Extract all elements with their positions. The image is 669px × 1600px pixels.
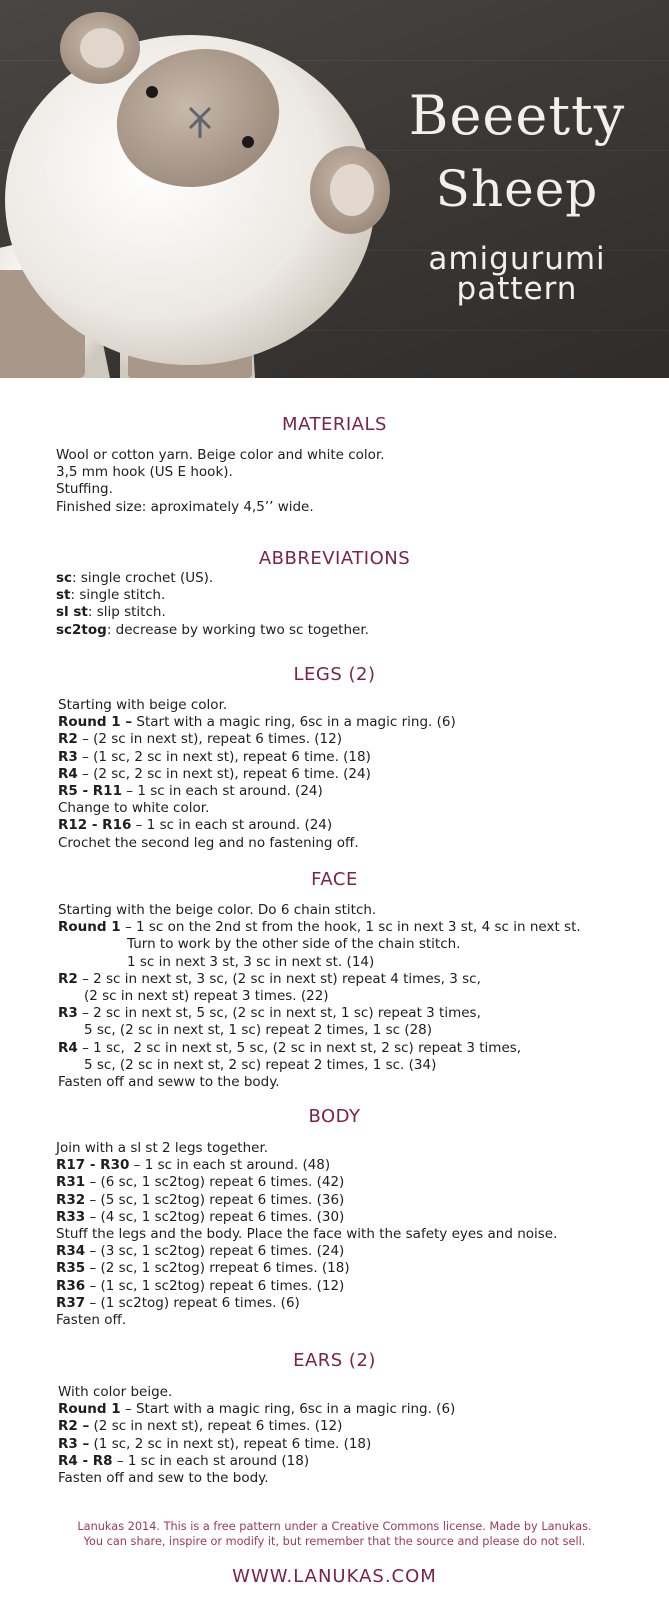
instruction-line [58, 1418, 455, 1435]
instruction-text: Fasten off and sew to the body. [58, 1470, 269, 1487]
round-label: R2 – [58, 1418, 90, 1435]
ears-instructions [58, 1384, 455, 1487]
instruction-line [56, 1192, 557, 1209]
instruction-line [56, 604, 369, 621]
instruction-text: – 1 sc, 2 sc in next st, 5 sc, (2 sc in next st, 2 sc) repeat 3 times, [77, 1039, 522, 1056]
instruction-text: – 2 sc in next st, 5 sc, (2 sc in next st, 1 sc) repeat 3 times, [77, 1005, 481, 1022]
instruction-line [56, 570, 369, 587]
instruction-text: Start with a magic ring, 6sc in a magic ring. (6) [132, 714, 456, 731]
instruction-line [58, 902, 581, 919]
round-label: Round 1 [58, 1401, 121, 1418]
instruction-line [58, 988, 581, 1005]
legs-heading: LEGS (2) [293, 664, 376, 685]
instruction-line [56, 1140, 557, 1157]
materials-list [56, 447, 385, 516]
instruction-line [58, 1005, 581, 1022]
round-label: R36 [56, 1277, 86, 1294]
instruction-line [58, 971, 581, 988]
instruction-line [56, 622, 369, 639]
abbreviations-heading: ABBREVIATIONS [258, 548, 411, 569]
instruction-line [56, 1226, 557, 1243]
round-label: Round 1 [58, 919, 121, 936]
instruction-line [58, 1470, 455, 1487]
text-line: Stuffing. [56, 481, 113, 498]
instruction-line [58, 783, 456, 800]
instruction-line [58, 766, 456, 783]
instruction-text: : single crochet (US). [72, 570, 214, 586]
instruction-text: 5 sc, (2 sc in next st, 1 sc) repeat 2 times, 1 sc (28) [84, 1022, 433, 1039]
instruction-text: – 1 sc in each st around (18) [112, 1452, 310, 1469]
instruction-line [56, 1157, 557, 1174]
face-heading: FACE [311, 869, 358, 890]
instruction-text: – 1 sc in each st around. (48) [129, 1157, 331, 1174]
body-heading: BODY [308, 1106, 361, 1127]
text-line: Wool or cotton yarn. Beige color and white color. [56, 447, 385, 463]
instruction-text: (2 sc in next st), repeat 6 times. (12) [89, 1418, 343, 1435]
instruction-line [58, 1022, 581, 1039]
ears-heading: EARS (2) [293, 1350, 376, 1371]
instruction-line [56, 1174, 557, 1191]
instruction-text: – (1 sc2tog) repeat 6 times. (6) [85, 1294, 300, 1311]
instruction-text: (2 sc in next st) repeat 3 times. (22) [84, 988, 329, 1005]
instruction-line [58, 1040, 581, 1057]
instruction-line [58, 936, 581, 953]
instruction-text: – (1 sc, 1 sc2tog) repeat 6 times. (12) [85, 1277, 345, 1294]
website-link[interactable]: WWW.LANUKAS.COM [232, 1566, 437, 1587]
hero-subtitle-line2: pattern [456, 271, 578, 307]
text-line: 3,5 mm hook (US E hook). [56, 464, 233, 481]
instruction-text: Stuff the legs and the body. Place the face with the safety eyes and noise. [56, 1226, 558, 1243]
instruction-text: 1 sc in next 3 st, 3 sc in next st. (14) [127, 953, 375, 970]
round-label: sl st [56, 604, 88, 621]
instruction-text: Join with a sl st 2 legs together. [56, 1140, 269, 1156]
instruction-line [58, 731, 456, 748]
round-label: R4 [58, 765, 78, 782]
instruction-line [56, 1295, 557, 1312]
instruction-text: – 1 sc on the 2nd st from the hook, 1 sc in next 3 st, 4 sc in next st. [120, 919, 581, 936]
round-label: R3 – [58, 1435, 90, 1452]
round-label: R12 - R16 [58, 817, 132, 834]
instruction-text: With color beige. [58, 1384, 173, 1400]
instruction-line [58, 1384, 455, 1401]
instruction-line [58, 697, 456, 714]
round-label: R4 - R8 [58, 1452, 113, 1469]
round-label: R2 [58, 731, 78, 748]
instruction-text: Turn to work by the other side of the chain stitch. [127, 936, 461, 953]
instruction-text: – Start with a magic ring, 6sc in a magic ring. (6) [120, 1401, 456, 1418]
instruction-line [58, 835, 456, 852]
instruction-text: : decrease by working two sc together. [106, 621, 369, 638]
instruction-line [56, 1278, 557, 1295]
instruction-text: Change to white color. [58, 800, 210, 817]
instruction-line [58, 714, 456, 731]
round-label: sc2tog [56, 621, 107, 638]
instruction-line [58, 1453, 455, 1470]
instruction-line [58, 954, 581, 971]
instruction-text: – (4 sc, 1 sc2tog) repeat 6 times. (30) [85, 1208, 345, 1225]
instruction-line [58, 1057, 581, 1074]
instruction-text: Fasten off. [56, 1312, 127, 1329]
instruction-text: : single stitch. [70, 587, 166, 604]
legs-instructions [58, 697, 456, 852]
hero-banner [0, 0, 669, 378]
round-label: Round 1 – [58, 714, 133, 731]
instruction-line [58, 749, 456, 766]
instruction-text: Starting with the beige color. Do 6 chain stitch. [58, 902, 377, 918]
instruction-text: Fasten off and seww to the body. [58, 1074, 280, 1091]
instruction-text: – (6 sc, 1 sc2tog) repeat 6 times. (42) [85, 1174, 345, 1191]
instruction-line [58, 1074, 581, 1091]
instruction-line [56, 1209, 557, 1226]
round-label: R35 [56, 1260, 86, 1277]
round-label: R34 [56, 1243, 86, 1260]
instruction-line [58, 1401, 455, 1418]
round-label: R5 - R11 [58, 783, 122, 800]
instruction-line [56, 1260, 557, 1277]
instruction-line [58, 817, 456, 834]
instruction-text: 5 sc, (2 sc in next st, 2 sc) repeat 2 times, 1 sc. (34) [84, 1056, 437, 1073]
hero-title-line2: Sheep [435, 160, 599, 218]
instruction-text: – (5 sc, 1 sc2tog) repeat 6 times. (36) [85, 1191, 345, 1208]
round-label: R3 [58, 1005, 78, 1022]
instruction-text: – (2 sc, 2 sc in next st), repeat 6 time. (24) [77, 765, 371, 782]
round-label: sc [56, 570, 73, 586]
instruction-line [56, 1312, 557, 1329]
round-label: R3 [58, 748, 78, 765]
abbreviations-list [56, 570, 369, 639]
instruction-text: – 1 sc in each st around. (24) [121, 783, 323, 800]
instruction-line [58, 1436, 455, 1453]
round-label: R32 [56, 1191, 86, 1208]
materials-heading: MATERIALS [282, 414, 387, 435]
instruction-line [56, 587, 369, 604]
hero-title-line1: Beeetty [408, 84, 626, 147]
license-note-line2: You can share, inspire or modify it, but remember that the source and please do not sell. [83, 1535, 586, 1548]
instruction-text: Crochet the second leg and no fastening off. [58, 834, 359, 851]
instruction-text: – (1 sc, 2 sc in next st), repeat 6 time. (18) [77, 748, 371, 765]
body-instructions [56, 1140, 557, 1329]
instruction-text: – 2 sc in next st, 3 sc, (2 sc in next st) repeat 4 times, 3 sc, [77, 970, 481, 987]
instruction-text: – (3 sc, 1 sc2tog) repeat 6 times. (24) [85, 1243, 345, 1260]
instruction-text: – 1 sc in each st around. (24) [131, 817, 333, 834]
instruction-text: – (2 sc, 1 sc2tog) rrepeat 6 times. (18) [85, 1260, 350, 1277]
round-label: R17 - R30 [56, 1157, 130, 1174]
face-instructions [58, 902, 581, 1091]
round-label: R37 [56, 1294, 86, 1311]
text-line: Finished size: aproximately 4,5’’ wide. [56, 498, 314, 515]
instruction-text: : slip stitch. [87, 604, 166, 621]
round-label: R31 [56, 1174, 86, 1191]
instruction-line [58, 800, 456, 817]
hero-subtitle-line1: amigurumi [428, 241, 606, 277]
round-label: R2 [58, 970, 78, 987]
instruction-text: – (2 sc in next st), repeat 6 times. (12) [77, 731, 342, 748]
round-label: R33 [56, 1208, 86, 1225]
round-label: R4 [58, 1039, 78, 1056]
instruction-text: Starting with beige color. [58, 697, 228, 713]
instruction-line [56, 1243, 557, 1260]
instruction-text: (1 sc, 2 sc in next st), repeat 6 time. (18) [89, 1435, 372, 1452]
instruction-line [58, 919, 581, 936]
round-label: st [56, 587, 71, 604]
license-note-line1: Lanukas 2014. This is a free pattern under a Creative Commons license. Made by Lanukas. [77, 1520, 592, 1533]
